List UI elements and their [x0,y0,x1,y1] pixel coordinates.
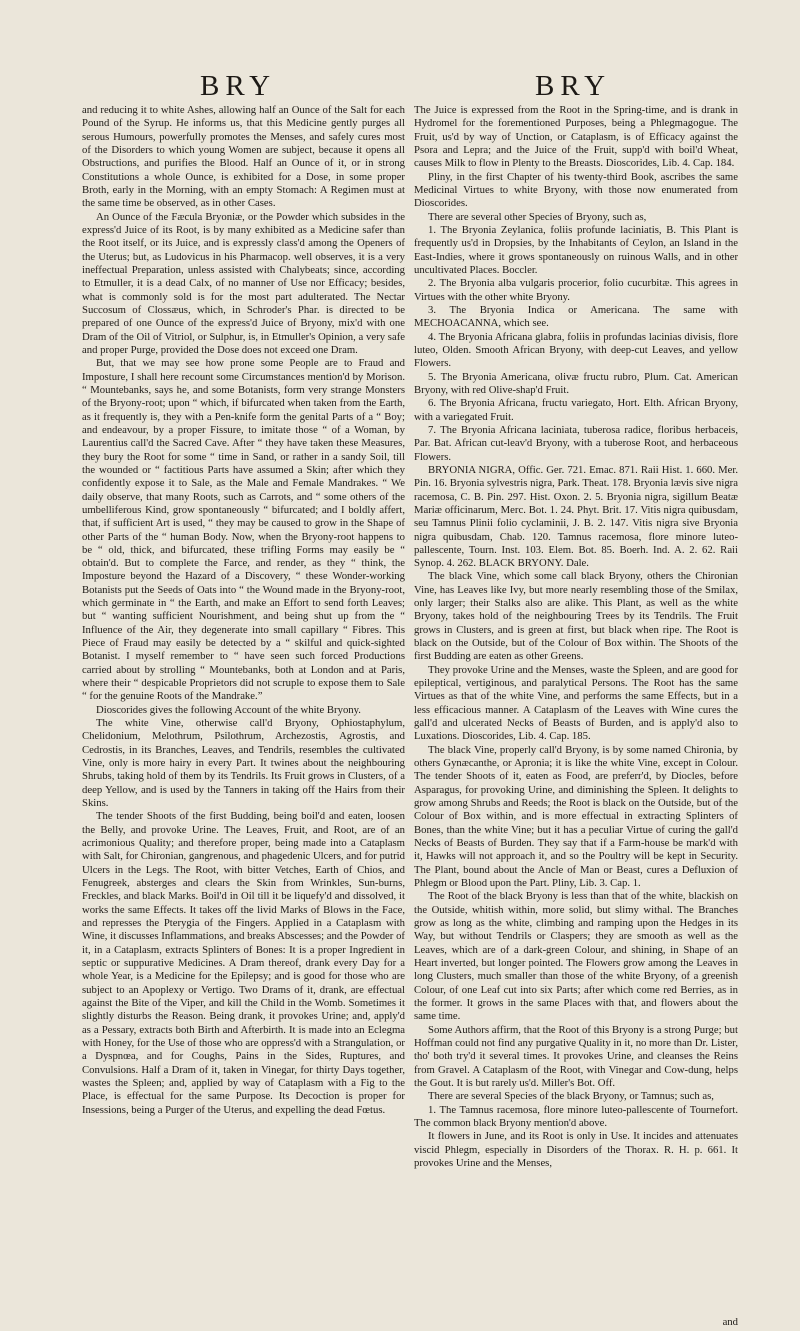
paragraph: and reducing it to white Ashes, allowing half an Ounce of the Salt for each Pound of the Syrup. He informs us, that this Medicine gently purges all serous Humours, powerfully promotes the Menses, and safely cures most of the Disorders to which young Women are subject, because it opens all Obstructions, and purifies the Blood. Half an Ounce of it, or in strong Constitutions a whole Ounce, is exhibited for a Dose, in some proper Broth, early in the Morning, with an empty Stomach: A Regimen must at the same time be observed, as in other Cases. [82,104,405,210]
left-column [82,104,405,1319]
paragraph: 6. The Bryonia Africana, fructu variegato, Hort. Elth. African Bryony, with a variegated Fruit. [414,397,738,423]
paragraph: An Ounce of the Fæcula Bryoniæ, or the Powder which subsides in the express'd Juice of its Root, is by many exhibited as a Medicine safer than the Root itself, or its Juice, and is expressly class'd among the Openers of the Uterus; but, as Ludovicus in his Pharmacop. well observes, it is a very ineffectual Preparation, unless assisted with Chalybeats; since, according to Etmuller, it is a dead Calx, of no manner of Use nor Efficacy; besides, what is commonly sold is for the most part adulterated. The Nectar Succosum of Clossæus, which, in Schroder's Phar. is directed to be prepared of one Ounce of the express'd Juice of Bryony, mix'd with one Dram of the Oil of Vitriol, or Sulphur, is, in Etmuller's Opinion, a very safe and proper Purge, provided the Dose does not exceed one Dram. [82,210,405,356]
paragraph: Dioscorides gives the following Account of the white Bryony. [96,703,361,716]
paragraph: They provoke Urine and the Menses, waste the Spleen, and are good for epileptical, vertiginous, and paralytical Persons. The Root has the same Virtues as that of the white Vine, and performs the same Effects, but in a less efficacious manner. A Cataplasm of the Leaves with Wine cures the gall'd and ulcerated Necks of Beasts of Burden, and is apply'd also to Luxations. Dioscorides, Lib. 4. Cap. 185. [414,663,738,743]
paragraph: It flowers in June, and its Root is only in Use. It incides and attenuates viscid Phlegm, especially in Disorders of the Thorax. R. H. p. 661. It provokes Urine and the Menses, [414,1130,738,1169]
paragraph: There are several Species of the black Bryony, or Tamnus; such as, [428,1090,714,1103]
paragraph: The black Vine, properly call'd Bryony, is by some named Chironia, by others Gynæcanthe, or Apronia; it is like the white Vine, except in Colour. The tender Shoots of it, eaten as Food, are preferr'd, by Diocles, before Asparagus, for provoking Urine, and diminishing the Spleen. It delights to grow among Shrubs and Reeds; the Root is black on the Outside, but of the Colour of Box within, and is more effectual in extracting Splinters of Bones, than the white Vine; but it has a peculiar Virtue of curing the gall'd Necks of Beasts of Burden. They say that if a Farm-house be mark'd with it, Hawks will not approach it, and so the Poultry will be kept in Security. The Plant, bound about the Ancle of Man or Beast, cures a Defluxion of Phlegm or Blood upon the Part. Pliny, Lib. 3. Cap. 1. [414,743,738,890]
header-left-word: BRY [200,70,277,102]
paragraph: The black Vine, which some call black Bryony, others the Chironian Vine, has Leaves like Ivy, but more nearly resembling those of the Smilax, only larger; their Stalks also are alike. This Plant, as well as the white Bryony, takes hold of the neighbouring Trees by its Tendrils. The Fruit grows in Clusters, and is green at first, but black when ripe. The Root is black on the Outside, but of the Colour of Box within. The Shoots of the first Budding are eaten as other Greens. [414,570,738,663]
paragraph: 5. The Bryonia Americana, olivæ fructu rubro, Plum. Cat. American Bryony, with red Olive-shap'd Fruit. [414,370,738,396]
paragraph: There are several other Species of Bryony, such as, [428,210,647,223]
paragraph: 1. The Bryonia Zeylanica, foliis profunde laciniatis, B. This Plant is frequently us'd in Dropsies, by the Inhabitants of Ceylon, an Island in the East-Indies, where it grows spontaneously on ruinous Walls, and in other uncultivated Places. Boccler. [414,223,738,276]
right-column [414,104,738,1319]
paragraph: But, that we may see how prone some People are to Fraud and Imposture, I shall here recount some Circumstances mention'd by Morison. “ Mountebanks, says he, and some Botanists, form very strange Monsters of the Bryony-root; upon “ which, if bifurcated when taken from the Earth, as it frequently is, they with a Pen-knife form the genital Parts of a “ Boy; and endeavour, by a proper Fissure, to imitate those “ of a Woman, by Laurentius call'd the Sacred Cave. After “ they have taken these Measures, they bury the Root for some “ time in Sand, or rather in a sandy Soil, till the wounded or “ factitious Parts have assumed a Skin; after which they confidently expose it to Sale, as the Male and Female Mandrakes. “ We daily observe, that many Roots, such as Carrots, and “ some others of the umbelliferous Kind, grow spontaneously “ bifurcated; and I boldly affert, that, if sufficient Art is used, “ they may be caused to grow in the Shape of other Parts of the “ human Body. Now, when the Bryony-root happens to be “ old, thick, and bifurcated, these trifling Forms may easily be “ obtain'd. But to complete the Farce, and render, as they “ think, the Imposture beyond the Hazard of a Discovery, “ these Wonder-working Botanists put the Seeds of Oats into “ the Wound made in the Bryony-root, which germinate in “ the Earth, and make an Effort to send forth Leaves; but “ wanting sufficient Nourishment, and being shut up from the “ Influence of the Air, they degenerate into small capillary “ Fibres. This Piece of Fraud may easily be detected by a “ skilful and quick-sighted Botanist. I myself remember to “ have seen such forced Productions carried about by strolling “ Mountebanks, both at London and at Paris, where their “ despicable Proprietors did not scruple to expose them to Sale “ for the genuine Roots of the Mandrake.” [82,357,405,703]
paragraph: BRYONIA NIGRA, Offic. Ger. 721. Emac. 871. Raii Hist. 1. 660. Mer. Pin. 16. Bryonia sylvestris nigra, Park. Theat. 178. Bryonia lævis sive nigra racemosa, C. B. Pin. 297. Hist. Oxon. 2. 5. Bryonia nigra, sigillum Beatæ Mariæ officinarum, Merc. Bot. 1. 24. Phyt. Brit. 17. Vitis nigra quibusdam, seu Tamnus Plinii folio cyclaminii, J. B. 2. 147. Vitis nigra sive Bryonia nigra quibusdam, Chab. 120. Tamnus racemosa, flore minore luteo-pallescente, Tourn. Inst. 103. Elem. Bot. 85. Boerh. Ind. A. 2. 62. Raii Synop. 4. 262. BLACK BRYONY. Dale. [414,463,738,570]
paragraph: Some Authors affirm, that the Root of this Bryony is a strong Purge; but Hoffman could not find any purgative Quality in it, no more than Dr. Lister, tho' both try'd it several times. It provokes Urine, and cleanses the Reins from Gravel. A Cataplasm of the Root, with Vinegar and Cow-dung, helps the Gout. It is but rarely us'd. Miller's Bot. Off. [414,1023,738,1089]
paragraph: 7. The Bryonia Africana laciniata, tuberosa radice, floribus herbaceis, Par. Bat. African cut-leav'd Bryony, with a tuberose Root, and herbaceous Flowers. [414,423,738,463]
paragraph: 2. The Bryonia alba vulgaris procerior, folio cucurbitæ. This agrees in Virtues with the other white Bryony. [414,277,738,303]
paragraph: 4. The Bryonia Africana glabra, foliis in profundas lacinias divisis, flore luteo, Olden. Smooth African Bryony, with deep-cut Leaves, and yellow Flowers. [414,330,738,370]
catchword: and [722,1316,738,1328]
paragraph: The tender Shoots of the first Budding, being boil'd and eaten, loosen the Belly, and provoke Urine. The Leaves, Fruit, and Root, are of an acrimonious Quality; and therefore proper, being made into a Cataplasm with Salt, for Chironian, gangrenous, and phagedenic Ulcers, and for putrid Ulcers in the Legs. The Root, with bitter Vetches, Earth of Chios, and Fenugreek, absterges and clears the Skin from Wrinkles, Sun-burns, Freckles, and black Marks. Boil'd in Oil till it be liquefy'd and dissolved, it works the same Effects. It takes off the livid Marks of Blows in the Face, and represses the Pterygia of the Fingers. Applied in a Cataplasm with Wine, it discusses Inflammations, and breaks Abscesses; and the Powder of it, in a Cataplasm, extracts Splinters of Bones: It is a proper Ingredient in septic or suppurative Medicines. A Dram thereof, drank every Day for a whole Year, is a Medicine for the Epilepsy; and is good for those who are subject to an Apoplexy or Vertigo. Two Drams of it, drank, are effectual against the Bite of the Viper, and kill the Child in the Womb. Sometimes it slightly disturbs the Reason. Being drank, it provokes Urine; and, apply'd as a Pessary, extracts both Birth and Afterbirth. It is made into an Eclegma with Honey, for the Use of those who are oppress'd with a Strangulation, or a Dyspnœa, and for Coughs, Pains in the Sides, Ruptures, and Convulsions. Half a Dram of it, taken in Vinegar, for thirty Days together, wastes the Spleen; and, applied by way of Cataplasm with a Fig to the Place, is effectual for the same Purpose. Its Decoction is proper for Insessions, being a Purger of the Uterus, and expelling the dead Fœtus. [82,810,405,1116]
running-header [0,70,800,104]
paragraph: 1. The Tamnus racemosa, flore minore luteo-pallescente of Tournefort. The common black Bryony mention'd above. [414,1103,738,1129]
paragraph: The Root of the black Bryony is less than that of the white, blackish on the Outside, whitish within, more solid, but slimy withal. The Branches grow as long as the white, climbing and ramping upon the Hedges in its Way, but without Tendrils or Claspers; they are smooth as well as the Leaves, which are of a dark-green Colour, and shining, in Shape of an Heart inverted, but longer pointed. The Flowers grow among the Leaves in long Clusters, much smaller than those of the white Bryony, of a greenish Colour, of one Leaf cut into six Parts; after which come red Berries, as in the former. It grows in the same Places with that, and flowers about the same time. [414,890,738,1023]
paragraph: The white Vine, otherwise call'd Bryony, Ophiostaphylum, Chelidonium, Melothrum, Psilothrum, Archezostis, Agrostis, and Cedrostis, in its Branches, Leaves, and Tendrils, resembles the cultivated Vine, only is more hairy in every Part. It twines about the neighbouring Shrubs, taking hold of them by its Tendrils. Its Fruit grows in Clusters, of a deep Yellow, and is used by the Tanners in taking off the Hairs from their Skins. [82,717,405,810]
paragraph: 3. The Bryonia Indica or Americana. The same with MECHOACANNA, which see. [414,303,738,330]
header-right-word: BRY [535,70,612,102]
paragraph: Pliny, in the first Chapter of his twenty-third Book, ascribes the same Medicinal Virtues to white Bryony, with those now enumerated from Dioscorides. [414,170,738,210]
paragraph: The Juice is expressed from the Root in the Spring-time, and is drank in Hydromel for the forementioned Purposes, being a Phlegmagogue. The Fruit, us'd by way of Unction, or Cataplasm, is of Efficacy against the Psora and Lepra; and the Juice of the Fruit, supp'd with boil'd Wheat, causes Milk to flow in Plenty to the Breasts. Dioscorides, Lib. 4. Cap. 184. [414,104,738,170]
